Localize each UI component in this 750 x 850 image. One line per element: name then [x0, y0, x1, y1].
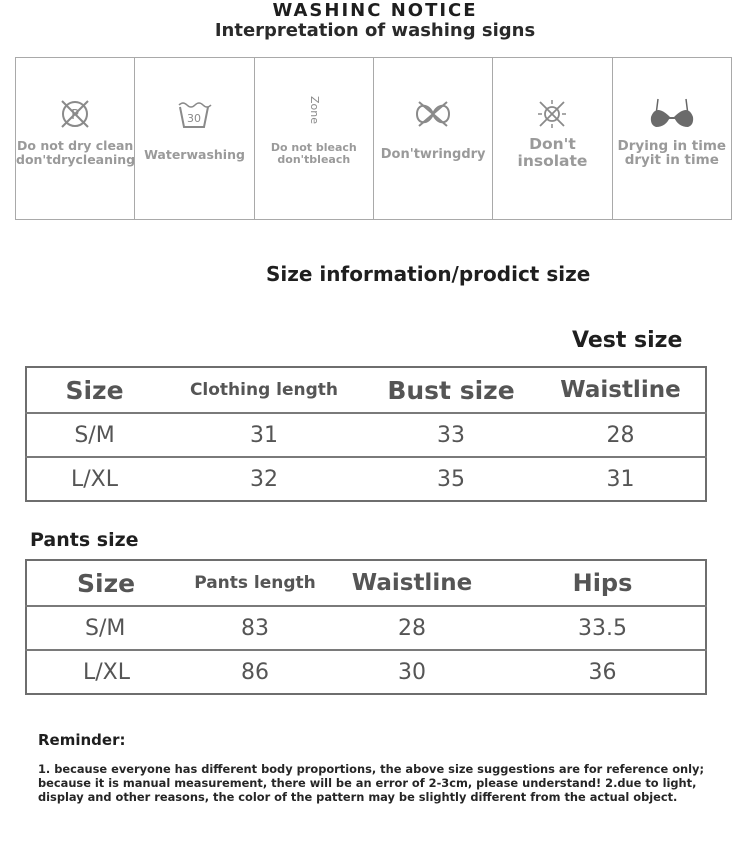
table-row — [26, 606, 706, 650]
care-label: Drying in time dryit in time — [617, 138, 727, 168]
cell-hips: 36 — [500, 650, 706, 694]
header-size: Size — [65, 375, 124, 405]
no-dry-clean-icon — [58, 97, 92, 131]
care-label: Waterwashing — [144, 147, 245, 162]
care-cell-no-sun — [492, 57, 612, 220]
cell-clothing-length: 31 — [162, 413, 366, 457]
no-wring-icon — [413, 99, 453, 129]
cell-size: S/M — [26, 413, 162, 457]
cell-pants-length: 83 — [186, 606, 324, 650]
cell-hips: 33.5 — [500, 606, 706, 650]
reminder-text: 1. because everyone has different body proportions, the above size suggestions are for reference only; because it is manual measurement, there will be an error of 2-3cm, please understand! 2.due to light, display and other reasons, the color of the pattern may be slightly different from the actual object. — [38, 762, 705, 804]
bra-hang-dry-icon — [648, 97, 696, 131]
care-cell-no-dry-clean — [15, 57, 135, 220]
zone-no-bleach-icon — [306, 92, 322, 132]
care-cell-water-wash — [134, 57, 254, 220]
care-label: Do not bleach don'tbleach — [270, 141, 357, 166]
header-clothing-length: Clothing length — [189, 380, 339, 400]
cell-size: L/XL — [26, 457, 162, 501]
vest-size-title: Vest size — [572, 328, 683, 353]
header-waistline: Waistline — [560, 377, 681, 403]
cell-pants-length: 86 — [186, 650, 324, 694]
pants-size-table — [25, 559, 707, 695]
wash-temperature: 30 — [187, 112, 202, 125]
header-hips: Hips — [572, 569, 633, 597]
care-cell-hang-dry — [612, 57, 732, 220]
header-bust-size: Bust size — [387, 375, 515, 405]
svg-text:P: P — [71, 108, 80, 123]
header-waistline: Waistline — [351, 570, 473, 596]
cell-size: L/XL — [26, 650, 186, 694]
cell-size: S/M — [26, 606, 186, 650]
header-pants-length: Pants length — [194, 573, 316, 593]
notice-subtitle: Interpretation of washing signs — [214, 20, 536, 41]
zone-text: Zone — [307, 96, 321, 125]
care-cell-no-bleach — [254, 57, 374, 220]
no-sun-icon — [535, 97, 569, 131]
care-label: Don't insolate — [517, 135, 588, 170]
cell-bust-size: 33 — [366, 413, 536, 457]
cell-waistline: 28 — [536, 413, 706, 457]
notice-title: WASHINC NOTICE — [272, 0, 478, 21]
reminder-title: Reminder: — [38, 731, 126, 749]
table-header-row — [26, 367, 706, 413]
cell-clothing-length: 32 — [162, 457, 366, 501]
care-symbols-row — [15, 57, 731, 220]
size-info-title: Size information/prodict size — [266, 262, 591, 286]
cell-waistline: 30 — [324, 650, 500, 694]
vest-size-table — [25, 366, 707, 502]
cell-bust-size: 35 — [366, 457, 536, 501]
water-wash-30-icon — [176, 97, 212, 131]
cell-waistline: 28 — [324, 606, 500, 650]
care-label: Don'twringdry — [380, 147, 486, 162]
care-label: Do not dry clean don'tdrycleaning — [16, 138, 136, 167]
cell-waistline: 31 — [536, 457, 706, 501]
pants-size-title: Pants size — [30, 529, 139, 551]
table-row — [26, 650, 706, 694]
care-cell-no-wring — [373, 57, 493, 220]
table-row — [26, 413, 706, 457]
table-header-row — [26, 560, 706, 606]
header-size: Size — [77, 568, 136, 598]
table-row — [26, 457, 706, 501]
